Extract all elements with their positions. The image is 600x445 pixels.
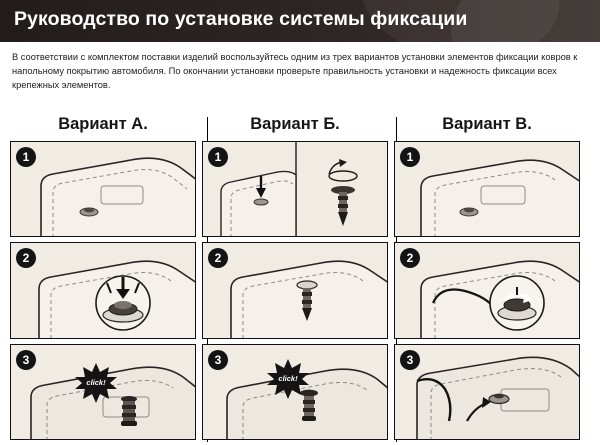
variant-a-step-3-panel [10, 344, 196, 440]
illustration-final-check [395, 345, 579, 439]
variant-column-b [202, 113, 388, 445]
step-badge: 3 [208, 350, 228, 370]
step-badge: 1 [208, 147, 228, 167]
variant-column-c [394, 113, 580, 445]
step-badge: 3 [16, 350, 36, 370]
variant-c-title: Вариант В. [442, 115, 532, 133]
variant-c-step-3-panel [394, 344, 580, 440]
page-title: Руководство по установке системы фиксации [14, 8, 468, 30]
intro-paragraph: В соответствии с комплектом поставки изделий воспользуйтесь одним из трех вариантов установки элементов фиксации ковров к напольному покрытию автомобиля. По окончании установки проверьте правильность установки и надежность фиксации всех крепежных элементов. [12, 52, 578, 90]
variant-c-step-1-panel [394, 141, 580, 237]
illustration-mat-corner [395, 142, 579, 236]
click-burst-badge [265, 359, 311, 399]
step-badge: 1 [16, 147, 36, 167]
click-burst-label: click! [86, 378, 106, 388]
variant-a-title: Вариант А. [58, 115, 148, 133]
illustration-fastener-press [11, 243, 195, 337]
variant-column-a [10, 113, 196, 445]
variants-container [0, 113, 600, 445]
step-badge: 2 [208, 248, 228, 268]
variant-a-step-2-panel [10, 242, 196, 338]
variant-a-step-1-panel [10, 141, 196, 237]
click-burst-badge [73, 363, 119, 403]
variant-b-step-2-panel [202, 242, 388, 338]
variant-c-step-2-panel [394, 242, 580, 338]
step-badge: 3 [400, 350, 420, 370]
step-badge: 1 [400, 147, 420, 167]
variant-b-step-3-panel [202, 344, 388, 440]
page-header [0, 0, 600, 42]
click-burst-label: click! [278, 374, 298, 384]
variant-b-step-1-panel [202, 141, 388, 237]
illustration-screw-through-mat [203, 243, 387, 337]
variant-b-title: Вариант Б. [250, 115, 340, 133]
illustration-mat-and-screw [203, 142, 387, 236]
illustration-rotate-fastener [395, 243, 579, 337]
step-badge: 2 [16, 248, 36, 268]
illustration-mat-corner [11, 142, 195, 236]
step-badge: 2 [400, 248, 420, 268]
